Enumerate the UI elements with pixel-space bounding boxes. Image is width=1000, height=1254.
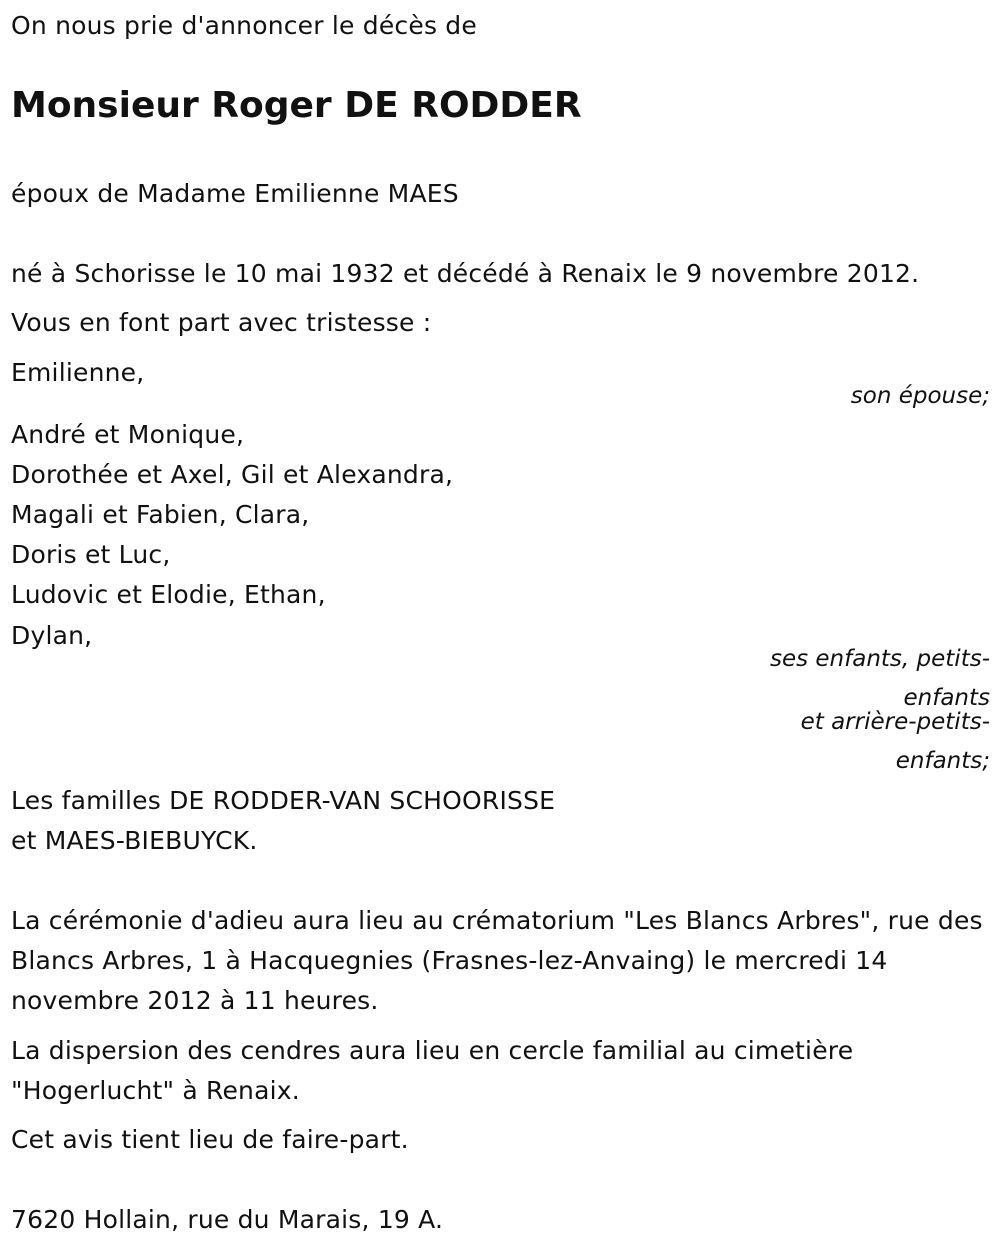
children-line: Doris et Luc, — [11, 540, 171, 569]
dispersion-paragraph: La dispersion des cendres aura lieu en cercle familial au cimetière "Hogerlucht" à Renaix. — [11, 1036, 854, 1105]
birth-death-line: né à Schorisse le 10 mai 1932 et décédé à Renaix le 9 novembre 2012. — [11, 259, 920, 288]
children-line: Magali et Fabien, Clara, — [11, 500, 310, 529]
children-role: ses enfants, petits- — [769, 646, 990, 672]
children-line: Ludovic et Elodie, Ethan, — [11, 580, 326, 609]
children-line: Dylan, — [11, 621, 93, 650]
families-line: Les familles DE RODDER-VAN SCHOORISSE — [11, 786, 556, 815]
announcement-line: Vous en font part avec tristesse : — [11, 308, 432, 337]
address-line: 7620 Hollain, rue du Marais, 19 A. — [11, 1205, 444, 1234]
children-role: enfants — [903, 685, 990, 711]
faire-part-line: Cet avis tient lieu de faire-part. — [11, 1125, 409, 1154]
ceremony-paragraph: La cérémonie d'adieu aura lieu au crématorium "Les Blancs Arbres", rue des Blancs Arbres, 1 à Hacquegnies (Frasnes-lez-Anvaing) le mercredi 14 novembre 2012 à 11 heures. — [11, 906, 983, 1015]
spouse-name: Emilienne, — [11, 358, 145, 387]
spouse-line: époux de Madame Emilienne MAES — [11, 179, 459, 208]
children-role: enfants; — [895, 748, 990, 774]
intro-text: On nous prie d'annoncer le décès de — [11, 11, 477, 40]
families-line: et MAES-BIEBUYCK. — [11, 826, 258, 855]
children-line: Dorothée et Axel, Gil et Alexandra, — [11, 460, 454, 489]
spouse-role: son épouse; — [850, 383, 990, 409]
deceased-name: Monsieur Roger DE RODDER — [11, 85, 582, 126]
children-role: et arrière-petits- — [800, 709, 990, 735]
children-line: André et Monique, — [11, 420, 245, 449]
